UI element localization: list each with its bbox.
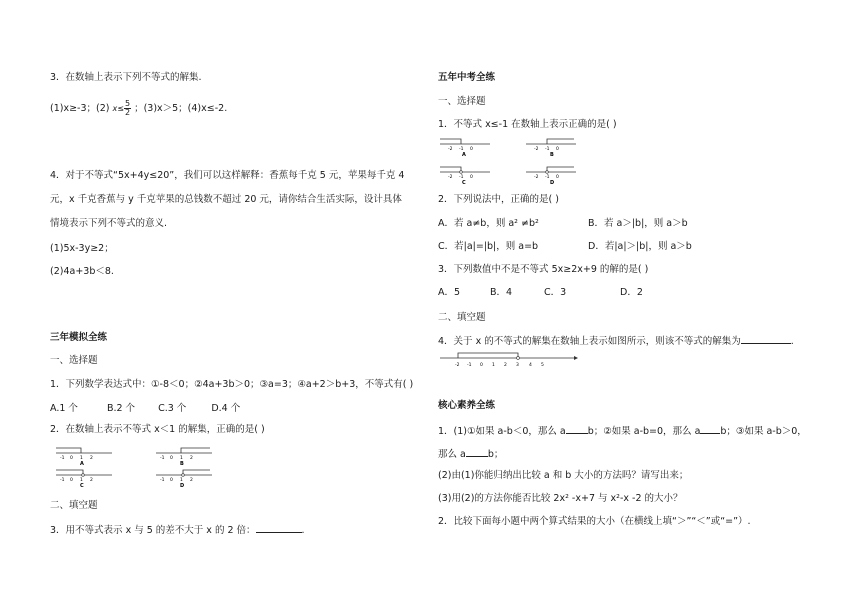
- tick: 0: [170, 456, 173, 461]
- tick: 0: [170, 478, 173, 483]
- answer-blank[interactable]: [466, 447, 488, 457]
- c1-c: b；③如果 a-b＞0，: [720, 426, 807, 437]
- tick: 1: [492, 363, 495, 368]
- tick: -1: [60, 478, 65, 483]
- q4-line1: 4．对于不等式“5x+4y≤20”，我们可以这样解释：香蕉每千克 5 元，苹果每千克 4: [50, 170, 405, 181]
- tick: 1: [180, 478, 183, 483]
- r-q2: 2．下列说法中，正确的是( ): [438, 194, 559, 205]
- option-a: A.1 个: [50, 403, 78, 414]
- tick: 4: [529, 363, 532, 368]
- nl-option-d: [156, 470, 212, 489]
- nl-option-b: [156, 448, 212, 467]
- tick: 0: [480, 363, 483, 368]
- option-a: A．若 a≠b，则 a² ≠b²: [438, 218, 539, 229]
- caption-d: D: [550, 180, 555, 186]
- option-c: C.3 个: [158, 403, 187, 414]
- section-title-mock: 三年模拟全练: [50, 332, 108, 343]
- r-q3: 3．下列数值中不是不等式 5x≥2x+9 的解的是( ): [438, 264, 649, 275]
- tick: 1: [80, 456, 83, 461]
- part-fill: 二、填空题: [438, 312, 486, 323]
- tick: -1: [545, 175, 550, 180]
- number-line-options-left: [50, 440, 220, 490]
- option-c: C．若|a|=|b|，则 a=b: [438, 241, 539, 252]
- c-q1-line1: [438, 424, 807, 438]
- caption-d: D: [180, 483, 185, 489]
- r-q4-end: .: [790, 336, 794, 347]
- tick: -2: [534, 147, 539, 152]
- tick: 0: [70, 478, 73, 483]
- nl-option-a: [56, 448, 112, 467]
- tick: -2: [448, 147, 453, 152]
- option-d: D．2: [620, 287, 643, 298]
- tick: 2: [90, 456, 93, 461]
- tick: 0: [556, 175, 559, 180]
- s-q3: 3．用不等式表示 x 与 5 的差不大于 x 的 2 倍： .: [50, 525, 305, 536]
- tick: -1: [545, 147, 550, 152]
- tick: 2: [190, 456, 193, 461]
- part-choice: 一、选择题: [438, 96, 486, 107]
- tick: -1: [60, 456, 65, 461]
- caption-a: A: [80, 461, 84, 467]
- r-q3-options: [438, 287, 643, 299]
- tick: 0: [556, 147, 559, 152]
- tick: -1: [459, 147, 464, 152]
- q3-item-a: (1)x≥-3；(2): [50, 103, 110, 114]
- r-nl-option-c: [440, 167, 490, 186]
- r-q2-options-ab: [438, 218, 688, 230]
- number-line-options-right: [438, 134, 588, 190]
- option-d: D．若|a|＞|b|，则 a＞b: [588, 241, 692, 252]
- r-nl-option-d: [526, 167, 576, 186]
- caption-a: A: [462, 152, 466, 158]
- r-nl-option-b: [526, 139, 576, 158]
- tick: -1: [160, 456, 165, 461]
- tick: 0: [70, 456, 73, 461]
- tick: -1: [467, 363, 472, 368]
- q3-frac-var: x≤: [112, 104, 124, 113]
- r-q2-options-cd: [438, 241, 692, 253]
- c-q1-part3: (3)用(2)的方法你能否比较 2x² -x+7 与 x²-x -2 的大小？: [438, 493, 683, 504]
- tick: 3: [516, 363, 519, 368]
- tick: 0: [470, 147, 473, 152]
- c1-b: b；②如果 a-b=0，那么 a: [587, 426, 701, 437]
- option-b: B.2 个: [106, 403, 136, 414]
- s-q3-text: 3．用不等式表示 x 与 5 的差不大于 x 的 2 倍：: [50, 525, 256, 536]
- q3-fraction: [124, 100, 131, 117]
- tick: -1: [160, 478, 165, 483]
- tick: 5: [541, 363, 544, 368]
- caption-b: B: [550, 152, 554, 158]
- r-q4-text: 4．关于 x 的不等式的解集在数轴上表示如图所示，则该不等式的解集为: [438, 336, 741, 347]
- answer-blank[interactable]: [566, 424, 588, 434]
- q4-sub1: (1)5x-3y≥2；: [50, 243, 114, 254]
- tick: -2: [448, 175, 453, 180]
- frac-num: 5: [124, 99, 131, 108]
- tick: 1: [80, 478, 83, 483]
- part-fill: 二、填空题: [50, 500, 98, 511]
- q4-line3: 情境表示下列不等式的意义.: [50, 218, 168, 229]
- answer-blank[interactable]: [700, 424, 720, 434]
- frac-den: 2: [124, 108, 131, 117]
- section-title-core: 核心素养全练: [438, 400, 496, 411]
- c1-d: 那么 a: [438, 449, 466, 460]
- q3-title: 3．在数轴上表示下列不等式的解集.: [50, 72, 202, 83]
- q4-line2: 元，x 千克香蕉与 y 千克苹果的总钱数不超过 20 元，请你结合生活实际，设计具体: [50, 194, 402, 205]
- q3-item-b: ；(3)x＞5；(4)x≤-2.: [134, 103, 228, 114]
- r-q1: 1．不等式 x≤-1 在数轴上表示正确的是( ): [438, 119, 617, 130]
- q4-sub2: (2)4a+3b＜8.: [50, 266, 114, 277]
- tick: -1: [459, 175, 464, 180]
- tick: -2: [534, 175, 539, 180]
- r-nl-option-a: [440, 139, 490, 158]
- c1-a: 1．(1)①如果 a-b＜0，那么 a: [438, 426, 566, 437]
- part-choice: 一、选择题: [50, 355, 98, 366]
- s-q1-options: [50, 403, 240, 415]
- section-title-exam: 五年中考全练: [438, 72, 496, 83]
- s-q1: 1．下列数学表达式中：①-8＜0；②4a+3b＞0；③a=3；④a+2＞b+3，不等式有( ): [50, 379, 414, 390]
- answer-blank[interactable]: [256, 523, 302, 533]
- option-b: B．若 a＞|b|，则 a＞b: [588, 218, 688, 229]
- answer-blank[interactable]: [741, 334, 791, 344]
- s-q2: 2．在数轴上表示不等式 x＜1 的解集，正确的是( ): [50, 424, 265, 435]
- c-q1-part2: (2)由(1)你能归纳出比较 a 和 b 大小的方法吗？请写出来；: [438, 470, 689, 481]
- option-c: C．3: [544, 287, 567, 298]
- tick: 2: [190, 478, 193, 483]
- tick: 0: [470, 175, 473, 180]
- option-d: D.4 个: [211, 403, 241, 414]
- q3-items: [50, 100, 227, 117]
- q4-number-line: [438, 350, 578, 374]
- tick: 1: [180, 456, 183, 461]
- option-b: B．4: [490, 287, 513, 298]
- tick: -2: [455, 363, 460, 368]
- nl-option-c: [56, 470, 112, 489]
- caption-c: C: [80, 483, 84, 489]
- caption-b: B: [180, 461, 184, 467]
- c1-e: b；: [487, 449, 504, 460]
- c-q2: 2．比较下面每小题中两个算式结果的大小（在横线上填“＞”“＜”或“=”）.: [438, 516, 751, 527]
- option-a: A．5: [438, 287, 461, 298]
- tick: 2: [90, 478, 93, 483]
- c-q1-line2: [438, 447, 503, 461]
- tick: 2: [504, 363, 507, 368]
- r-q4: [438, 334, 794, 348]
- caption-c: C: [462, 180, 466, 186]
